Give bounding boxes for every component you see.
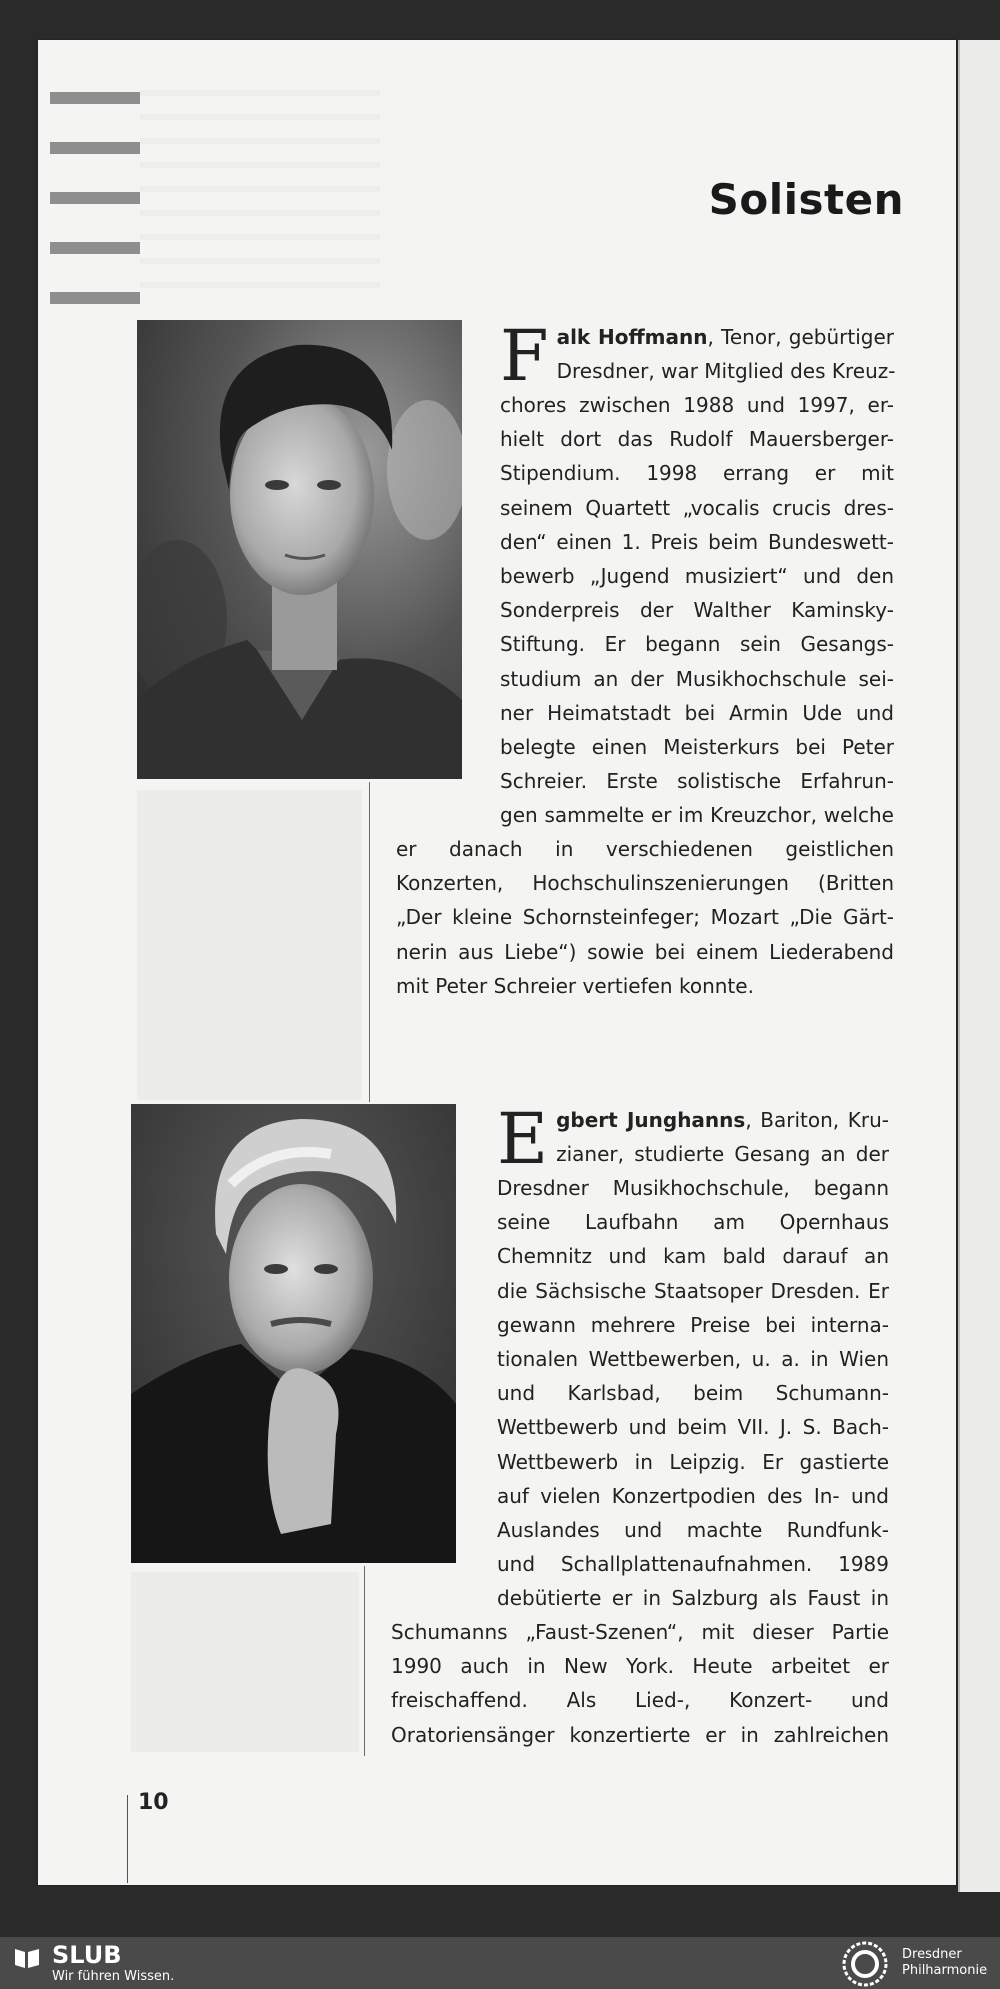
page-number-rule <box>127 1795 128 1883</box>
slub-logo-icon <box>14 1947 40 1969</box>
page-number: 10 <box>138 1790 169 1815</box>
decor-stripe <box>50 142 140 154</box>
portrait-photo-hoffmann <box>137 320 462 779</box>
philharmonie-logo-icon <box>842 1941 888 1987</box>
footer-bar <box>0 1937 1000 1989</box>
portrait-photo-junghanns <box>131 1104 456 1563</box>
partner-name: Dresdner Philharmonie <box>902 1947 988 1978</box>
dropcap: E <box>497 1098 549 1180</box>
decor-stripe <box>50 292 140 304</box>
library-tagline: Wir führen Wissen. <box>52 1969 175 1984</box>
show-through-text <box>140 90 380 300</box>
dropcap: F <box>500 315 549 397</box>
decor-stripe <box>50 242 140 254</box>
show-through-area <box>131 1572 359 1752</box>
soloist-name: gbert Junghanns <box>556 1108 746 1132</box>
next-page-edge <box>958 40 1000 1892</box>
library-name: SLUB <box>52 1941 122 1969</box>
column-rule <box>369 782 370 1102</box>
decor-stripe <box>50 92 140 104</box>
page-title: Solisten <box>708 175 904 224</box>
decor-stripe <box>50 192 140 204</box>
show-through-area <box>137 790 362 1100</box>
column-rule <box>364 1566 365 1756</box>
soloist-name: alk Hoffmann <box>556 325 708 349</box>
